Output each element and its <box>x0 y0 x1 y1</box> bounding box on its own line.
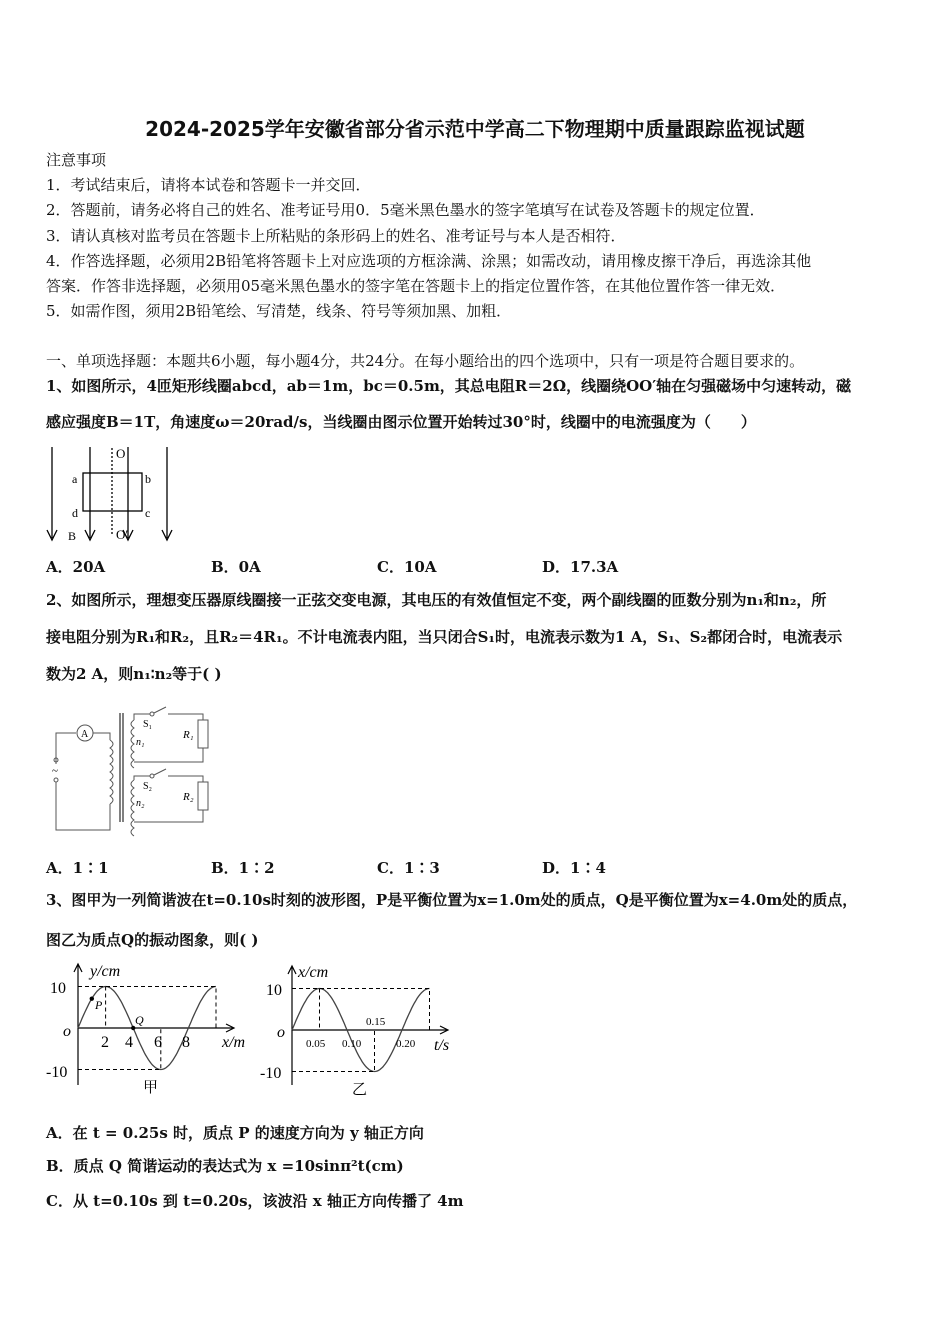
graph2-ylabel: x/cm <box>298 964 329 981</box>
page-title: 2024-2025学年安徽省部分省示范中学高二下物理期中质量跟踪监视试题 <box>145 117 805 141</box>
graph2-xtick: 0.05 <box>306 1038 326 1050</box>
q1-option-a[interactable]: A．20A <box>46 558 106 576</box>
graph1-xtick: 4 <box>125 1034 133 1051</box>
note-item: 2．答题前，请务必将自己的姓名、准考证号用0．5毫米黑色墨水的签字笔填写在试卷及答题卡的规定位置． <box>46 201 765 219</box>
q2-option-a[interactable]: A．1∶1 <box>46 859 109 877</box>
coil-n2-label: n₂ <box>136 798 145 809</box>
q3-option-c[interactable]: C．从 t=0.10s 到 t=0.20s，该波沿 x 轴正方向传播了 4m <box>46 1192 464 1210</box>
graph2-xtick: 0.20 <box>396 1038 416 1050</box>
q3-option-a[interactable]: A．在 t = 0.25s 时，质点 P 的速度方向为 y 轴正方向 <box>46 1124 424 1142</box>
switch-s2-label: S₂ <box>143 781 153 792</box>
coil-n1-label: n₁ <box>136 737 145 748</box>
q2-text: 接电阻分别为R₁和R₂，且R₂＝4R₁。不计电流表内阻，当只闭合S₁时，电流表示数为1 A，S₁、S₂都闭合时，电流表示 <box>46 628 843 646</box>
graph2-guide-line <box>292 989 430 1031</box>
notes-heading: 注意事项 <box>46 151 107 169</box>
fig-label-c: c <box>145 506 151 520</box>
fig-label-o: O <box>116 446 126 461</box>
q2-option-b[interactable]: B．1∶2 <box>211 859 275 877</box>
q1-option-d[interactable]: D．17.3A <box>542 558 619 576</box>
q2-option-d[interactable]: D．1∶4 <box>542 859 606 877</box>
point-q-label: Q <box>135 1013 144 1027</box>
graph1-title: 甲 <box>143 1080 159 1096</box>
section-heading: 一、单项选择题：本题共6小题，每小题4分，共24分。在每小题给出的四个选项中，只有一项是符合题目要求的。 <box>46 352 805 370</box>
graph1-ytick: 10 <box>50 980 66 997</box>
q3-text: 3、图甲为一列简谐波在t=0.10s时刻的波形图，P是平衡位置为x=1.0m处的质点，Q是平衡位置为x=4.0m处的质点， <box>46 891 858 909</box>
fig-label-b-field: B <box>68 529 77 543</box>
q1-option-b[interactable]: B．0A <box>211 558 261 576</box>
graph2-origin: o <box>277 1024 285 1041</box>
graph1-xtick: 8 <box>182 1034 190 1051</box>
q1-text: 感应强度B＝1T，角速度ω＝20rad/s，当线圈由图示位置开始转过30°时，线圈中的电流强度为（ ） <box>46 413 756 431</box>
fig-label-o-prime: O′ <box>116 527 129 542</box>
point-p-marker <box>90 996 94 1000</box>
graph2-xlabel: t/s <box>434 1037 450 1054</box>
note-item: 5．如需作图，须用2B铅笔绘、写清楚，线条、符号等须加黑、加粗． <box>46 302 512 320</box>
switch-s1-label: S₁ <box>143 719 153 730</box>
graph1-xtick: 6 <box>154 1034 162 1051</box>
fig-label-b: b <box>145 472 151 486</box>
graph2-title: 乙 <box>352 1082 368 1098</box>
graph1-guide-line <box>78 1028 161 1070</box>
graph1-xlabel: x/m <box>222 1034 246 1051</box>
ac-source-symbol: ~ <box>52 765 58 777</box>
graph2-xtick: 0.10 <box>342 1038 362 1050</box>
graph1-ytick: -10 <box>46 1064 68 1081</box>
graph2-guide-line <box>292 1030 375 1072</box>
graph1-ylabel: y/cm <box>90 963 121 980</box>
graph2-xtick: 0.15 <box>366 1016 386 1028</box>
graph1-origin: o <box>63 1023 71 1040</box>
q2-text: 数为2 A，则n₁∶n₂等于( ) <box>46 665 222 683</box>
fig-label-a: a <box>72 472 78 486</box>
q2-option-c[interactable]: C．1∶3 <box>377 859 440 877</box>
fig-label-d: d <box>72 506 78 520</box>
ammeter-label: A <box>81 729 89 740</box>
q2-text: 2、如图所示，理想变压器原线圈接一正弦交变电源，其电压的有效值恒定不变，两个副线圈的匝数分别为n₁和n₂，所 <box>46 591 827 609</box>
note-item: 1．考试结束后，请将本试卷和答题卡一并交回． <box>46 176 371 194</box>
q3-text: 图乙为质点Q的振动图象，则( ) <box>46 931 259 949</box>
resistor-r2-label: R₂ <box>183 791 194 803</box>
q3-option-b[interactable]: B．质点 Q 简谐运动的表达式为 x =10sinπ²t(cm) <box>46 1157 404 1175</box>
note-item: 3．请认真核对监考员在答题卡上所粘贴的条形码上的姓名、准考证号与本人是否相符． <box>46 227 626 245</box>
graph2-ytick: 10 <box>266 982 282 999</box>
point-p-label: P <box>95 998 103 1012</box>
graph2-ytick: -10 <box>260 1065 282 1082</box>
q1-text: 1、如图所示，4匝矩形线圈abcd，ab＝1m，bc＝0.5m，其总电阻R＝2Ω，线圈绕OO′轴在匀强磁场中匀速转动，磁 <box>46 377 852 395</box>
note-item: 答案．作答非选择题，必须用05毫米黑色墨水的签字笔在答题卡上的指定位置作答，在其他位置作答一律无效． <box>46 277 786 295</box>
resistor-r1-label: R₁ <box>183 729 194 741</box>
graph1-xtick: 2 <box>101 1034 109 1051</box>
note-item: 4．作答选择题，必须用2B铅笔将答题卡上对应选项的方框涂满、涂黑；如需改动，请用橡皮擦干净后，再选涂其他 <box>46 252 812 270</box>
q1-option-c[interactable]: C．10A <box>377 558 437 576</box>
